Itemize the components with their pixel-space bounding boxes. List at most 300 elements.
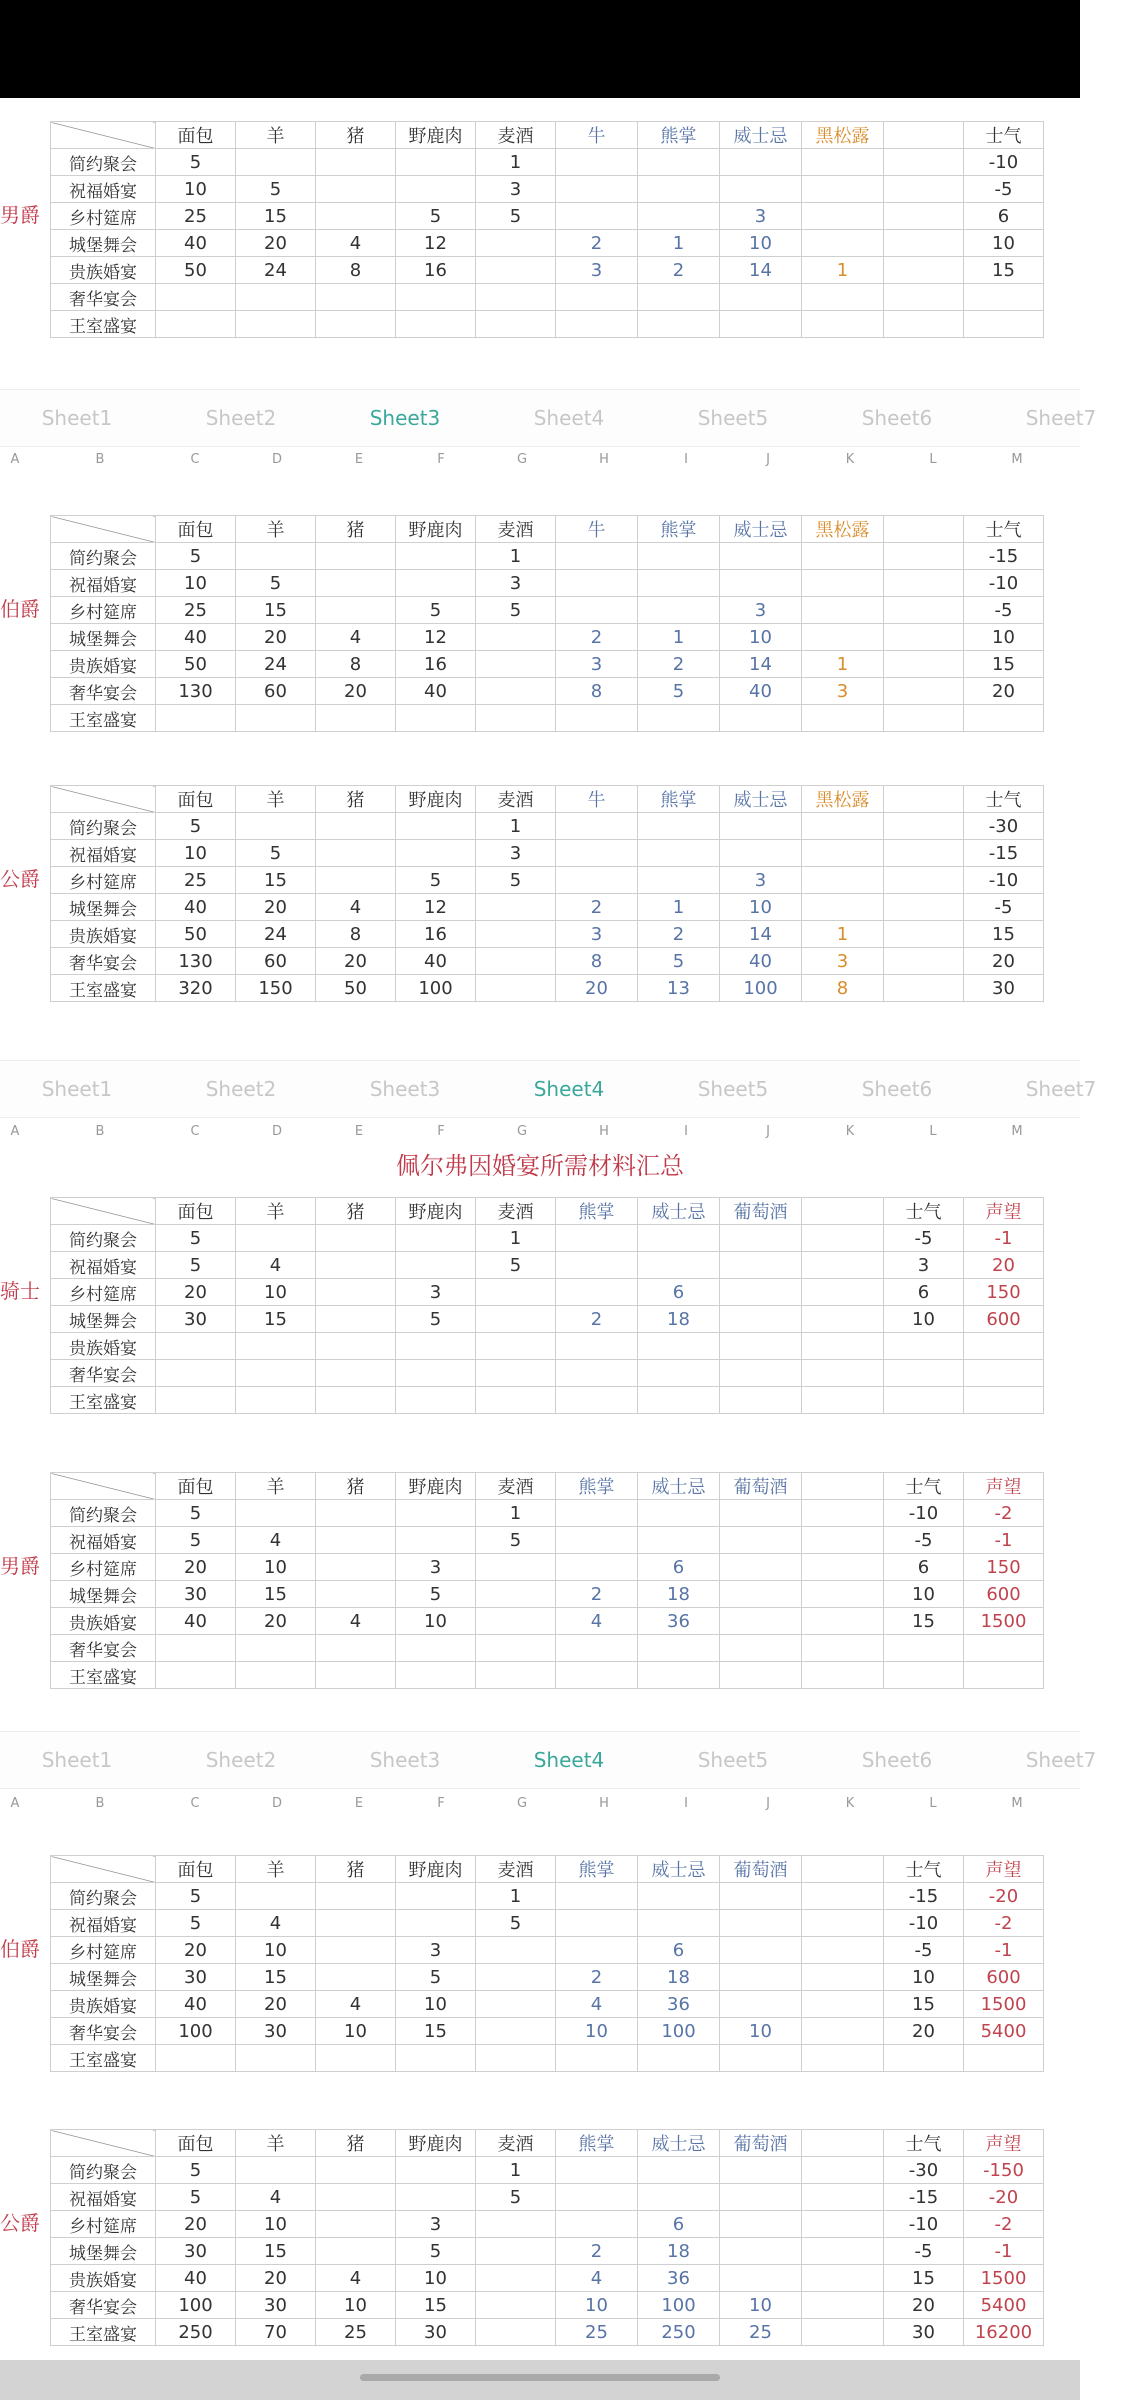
data-cell[interactable]: 5	[156, 1225, 236, 1252]
data-cell[interactable]: 5	[156, 1500, 236, 1527]
data-cell[interactable]	[476, 2211, 556, 2238]
header-cell[interactable]: 面包	[156, 1856, 236, 1883]
header-cell[interactable]: 野鹿肉	[396, 1473, 476, 1500]
data-cell[interactable]: 100	[638, 2018, 720, 2045]
data-cell[interactable]	[556, 2045, 638, 2072]
column-letter-e[interactable]: E	[354, 1124, 364, 1139]
data-cell[interactable]	[556, 1387, 638, 1414]
data-cell[interactable]: 5	[638, 678, 720, 705]
data-cell[interactable]: -2	[964, 1500, 1044, 1527]
data-cell[interactable]	[720, 311, 802, 338]
data-cell[interactable]	[556, 1252, 638, 1279]
data-cell[interactable]: 20	[556, 975, 638, 1002]
data-cell[interactable]: -5	[884, 2238, 964, 2265]
header-cell[interactable]	[802, 2130, 884, 2157]
data-cell[interactable]: 1	[476, 2157, 556, 2184]
data-cell[interactable]: 600	[964, 1581, 1044, 1608]
data-cell[interactable]	[884, 176, 964, 203]
data-cell[interactable]	[556, 2157, 638, 2184]
data-cell[interactable]	[720, 284, 802, 311]
data-cell[interactable]	[556, 543, 638, 570]
column-letter-e[interactable]: E	[354, 452, 364, 467]
column-letter-m[interactable]: M	[1011, 452, 1023, 467]
data-cell[interactable]: 5	[476, 1527, 556, 1554]
data-cell[interactable]	[236, 2157, 316, 2184]
data-cell[interactable]: 3	[720, 867, 802, 894]
data-cell[interactable]: 4	[236, 1252, 316, 1279]
column-letter-g[interactable]: G	[516, 1796, 528, 1811]
tab-sheet4[interactable]: Sheet4	[533, 1077, 605, 1101]
data-cell[interactable]	[396, 1225, 476, 1252]
data-cell[interactable]: -2	[964, 2211, 1044, 2238]
header-cell[interactable]: 面包	[156, 122, 236, 149]
data-cell[interactable]	[720, 2265, 802, 2292]
data-cell[interactable]: 600	[964, 1964, 1044, 1991]
data-cell[interactable]: 20	[156, 1554, 236, 1581]
data-cell[interactable]: 5	[396, 867, 476, 894]
data-cell[interactable]: -2	[964, 1910, 1044, 1937]
column-letter-b[interactable]: B	[95, 1796, 105, 1811]
data-cell[interactable]	[802, 624, 884, 651]
data-cell[interactable]: 15	[884, 1991, 964, 2018]
data-cell[interactable]	[802, 311, 884, 338]
data-cell[interactable]: 150	[964, 1554, 1044, 1581]
data-cell[interactable]	[884, 867, 964, 894]
data-cell[interactable]: 5	[156, 543, 236, 570]
data-cell[interactable]: 100	[396, 975, 476, 1002]
header-cell[interactable]: 野鹿肉	[396, 516, 476, 543]
header-cell[interactable]: 面包	[156, 786, 236, 813]
data-cell[interactable]	[884, 597, 964, 624]
data-cell[interactable]	[476, 1554, 556, 1581]
data-cell[interactable]: 6	[638, 1554, 720, 1581]
data-cell[interactable]: 30	[156, 1306, 236, 1333]
data-cell[interactable]: 12	[396, 230, 476, 257]
header-cell[interactable]: 麦酒	[476, 1473, 556, 1500]
header-cell[interactable]: 麦酒	[476, 122, 556, 149]
header-cell[interactable]: 士气	[964, 516, 1044, 543]
data-cell[interactable]: 320	[156, 975, 236, 1002]
tab-sheet2[interactable]: Sheet2	[205, 1748, 277, 1772]
data-cell[interactable]: 40	[156, 894, 236, 921]
data-cell[interactable]: 4	[316, 894, 396, 921]
data-cell[interactable]: 2	[556, 1964, 638, 1991]
data-cell[interactable]: 5	[396, 1964, 476, 1991]
data-cell[interactable]	[884, 921, 964, 948]
data-cell[interactable]: 15	[964, 921, 1044, 948]
data-cell[interactable]	[720, 705, 802, 732]
data-cell[interactable]	[802, 2319, 884, 2346]
data-cell[interactable]: 6	[884, 1279, 964, 1306]
row-label[interactable]: 王室盛宴	[51, 1662, 156, 1689]
data-cell[interactable]	[638, 813, 720, 840]
row-label[interactable]: 简约聚会	[51, 1225, 156, 1252]
data-cell[interactable]	[884, 894, 964, 921]
tab-sheet5[interactable]: Sheet5	[697, 1748, 769, 1772]
data-cell[interactable]	[476, 1662, 556, 1689]
row-label[interactable]: 乡村筵席	[51, 597, 156, 624]
data-cell[interactable]	[638, 2157, 720, 2184]
data-cell[interactable]	[476, 1306, 556, 1333]
row-label[interactable]: 城堡舞会	[51, 894, 156, 921]
data-cell[interactable]: 150	[964, 1279, 1044, 1306]
data-cell[interactable]: 1	[476, 1500, 556, 1527]
data-cell[interactable]	[802, 2045, 884, 2072]
header-cell[interactable]: 野鹿肉	[396, 122, 476, 149]
data-cell[interactable]	[556, 284, 638, 311]
data-cell[interactable]: 10	[556, 2018, 638, 2045]
header-cell[interactable]: 麦酒	[476, 1198, 556, 1225]
data-cell[interactable]	[156, 1635, 236, 1662]
row-label[interactable]: 城堡舞会	[51, 1306, 156, 1333]
data-cell[interactable]: 10	[236, 2211, 316, 2238]
data-cell[interactable]	[396, 1360, 476, 1387]
row-label[interactable]: 乡村筵席	[51, 203, 156, 230]
header-cell[interactable]: 葡萄酒	[720, 1856, 802, 1883]
header-cell[interactable]: 猪	[316, 1473, 396, 1500]
data-cell[interactable]: 6	[964, 203, 1044, 230]
data-cell[interactable]	[236, 705, 316, 732]
data-cell[interactable]: 5	[476, 1252, 556, 1279]
data-cell[interactable]	[556, 1910, 638, 1937]
header-cell[interactable]: 熊掌	[556, 2130, 638, 2157]
data-cell[interactable]	[638, 1527, 720, 1554]
data-cell[interactable]	[720, 1910, 802, 1937]
data-cell[interactable]	[316, 705, 396, 732]
data-cell[interactable]	[236, 1662, 316, 1689]
data-cell[interactable]	[884, 2045, 964, 2072]
data-cell[interactable]: 1	[476, 813, 556, 840]
data-cell[interactable]	[316, 2184, 396, 2211]
data-cell[interactable]	[802, 1937, 884, 1964]
data-cell[interactable]: 40	[396, 678, 476, 705]
data-cell[interactable]	[316, 176, 396, 203]
data-cell[interactable]	[556, 1554, 638, 1581]
data-cell[interactable]	[638, 705, 720, 732]
data-cell[interactable]	[396, 2184, 476, 2211]
data-cell[interactable]	[802, 1500, 884, 1527]
row-label[interactable]: 简约聚会	[51, 2157, 156, 2184]
row-label[interactable]: 简约聚会	[51, 149, 156, 176]
data-cell[interactable]	[884, 948, 964, 975]
tab-sheet6[interactable]: Sheet6	[861, 406, 933, 430]
header-cell[interactable]: 熊掌	[638, 516, 720, 543]
header-cell[interactable]: 面包	[156, 1473, 236, 1500]
data-cell[interactable]	[556, 570, 638, 597]
data-cell[interactable]	[556, 705, 638, 732]
data-cell[interactable]: 3	[556, 651, 638, 678]
data-cell[interactable]: 16	[396, 651, 476, 678]
header-cell[interactable]	[802, 1856, 884, 1883]
data-cell[interactable]: 13	[638, 975, 720, 1002]
header-cell[interactable]	[802, 1198, 884, 1225]
tab-sheet4[interactable]: Sheet4	[533, 406, 605, 430]
data-cell[interactable]: 15	[396, 2018, 476, 2045]
diagonal-corner-cell[interactable]	[51, 1473, 156, 1500]
data-cell[interactable]	[802, 1991, 884, 2018]
data-cell[interactable]: 5	[396, 1306, 476, 1333]
row-label[interactable]: 城堡舞会	[51, 1964, 156, 1991]
header-cell[interactable]: 麦酒	[476, 516, 556, 543]
data-cell[interactable]	[316, 2238, 396, 2265]
data-cell[interactable]: 10	[884, 1306, 964, 1333]
data-cell[interactable]: 40	[156, 1608, 236, 1635]
row-label[interactable]: 奢华宴会	[51, 2018, 156, 2045]
data-cell[interactable]	[720, 1554, 802, 1581]
header-cell[interactable]: 熊掌	[556, 1856, 638, 1883]
data-cell[interactable]	[802, 2184, 884, 2211]
data-cell[interactable]: 15	[396, 2292, 476, 2319]
diagonal-corner-cell[interactable]	[51, 1198, 156, 1225]
data-cell[interactable]	[884, 570, 964, 597]
data-cell[interactable]: -5	[964, 894, 1044, 921]
data-cell[interactable]	[802, 894, 884, 921]
data-cell[interactable]	[556, 2211, 638, 2238]
data-cell[interactable]: 18	[638, 2238, 720, 2265]
data-cell[interactable]	[720, 2184, 802, 2211]
data-cell[interactable]: -5	[964, 597, 1044, 624]
data-cell[interactable]	[236, 149, 316, 176]
data-cell[interactable]: 10	[720, 230, 802, 257]
data-cell[interactable]	[316, 1500, 396, 1527]
header-cell[interactable]: 野鹿肉	[396, 2130, 476, 2157]
header-cell[interactable]: 面包	[156, 1198, 236, 1225]
data-cell[interactable]: 3	[802, 948, 884, 975]
data-cell[interactable]	[396, 1252, 476, 1279]
header-cell[interactable]: 麦酒	[476, 786, 556, 813]
data-cell[interactable]: -5	[884, 1225, 964, 1252]
data-cell[interactable]: 1	[802, 651, 884, 678]
data-cell[interactable]: 3	[720, 203, 802, 230]
data-cell[interactable]: 4	[556, 1991, 638, 2018]
data-cell[interactable]: 10	[396, 1991, 476, 2018]
data-cell[interactable]: -10	[964, 570, 1044, 597]
data-cell[interactable]	[884, 678, 964, 705]
data-cell[interactable]	[476, 921, 556, 948]
data-cell[interactable]: 5	[638, 948, 720, 975]
data-cell[interactable]	[236, 1333, 316, 1360]
data-cell[interactable]	[316, 1554, 396, 1581]
data-cell[interactable]	[964, 1387, 1044, 1414]
data-cell[interactable]	[156, 705, 236, 732]
data-cell[interactable]: 10	[884, 1581, 964, 1608]
data-cell[interactable]: 15	[236, 1306, 316, 1333]
data-cell[interactable]	[720, 1252, 802, 1279]
data-cell[interactable]	[236, 311, 316, 338]
data-cell[interactable]	[396, 1333, 476, 1360]
data-cell[interactable]	[720, 1662, 802, 1689]
header-cell[interactable]: 熊掌	[556, 1198, 638, 1225]
data-cell[interactable]: 36	[638, 2265, 720, 2292]
data-cell[interactable]: 40	[396, 948, 476, 975]
data-cell[interactable]	[396, 2157, 476, 2184]
header-cell[interactable]: 熊掌	[638, 122, 720, 149]
header-cell[interactable]: 士气	[884, 2130, 964, 2157]
data-cell[interactable]	[720, 1360, 802, 1387]
data-cell[interactable]: 1500	[964, 2265, 1044, 2292]
data-cell[interactable]: 1	[476, 1883, 556, 1910]
data-cell[interactable]: 40	[720, 948, 802, 975]
data-cell[interactable]	[316, 1581, 396, 1608]
data-cell[interactable]: 2	[556, 624, 638, 651]
row-label[interactable]: 贵族婚宴	[51, 921, 156, 948]
data-cell[interactable]: 10	[964, 230, 1044, 257]
data-cell[interactable]	[638, 543, 720, 570]
data-cell[interactable]	[556, 176, 638, 203]
data-cell[interactable]	[720, 1500, 802, 1527]
data-cell[interactable]: 100	[638, 2292, 720, 2319]
row-label[interactable]: 简约聚会	[51, 543, 156, 570]
column-letter-d[interactable]: D	[271, 1124, 282, 1139]
header-cell[interactable]: 葡萄酒	[720, 2130, 802, 2157]
data-cell[interactable]: -15	[964, 543, 1044, 570]
data-cell[interactable]	[316, 1279, 396, 1306]
data-cell[interactable]: 1	[638, 894, 720, 921]
data-cell[interactable]: 10	[964, 624, 1044, 651]
data-cell[interactable]: 36	[638, 1991, 720, 2018]
row-label[interactable]: 祝福婚宴	[51, 1910, 156, 1937]
data-cell[interactable]: 4	[236, 1910, 316, 1937]
data-cell[interactable]	[556, 1279, 638, 1306]
header-cell[interactable]	[884, 786, 964, 813]
data-cell[interactable]: 100	[720, 975, 802, 1002]
header-cell[interactable]: 声望	[964, 1198, 1044, 1225]
data-cell[interactable]: -30	[884, 2157, 964, 2184]
data-cell[interactable]: 3	[802, 678, 884, 705]
tab-sheet6[interactable]: Sheet6	[861, 1077, 933, 1101]
data-cell[interactable]	[884, 1360, 964, 1387]
data-cell[interactable]	[964, 705, 1044, 732]
data-cell[interactable]: 1	[476, 1225, 556, 1252]
data-cell[interactable]	[802, 867, 884, 894]
data-cell[interactable]: 30	[884, 2319, 964, 2346]
data-cell[interactable]: -15	[964, 840, 1044, 867]
data-cell[interactable]	[720, 1991, 802, 2018]
data-cell[interactable]	[884, 624, 964, 651]
data-cell[interactable]	[396, 1635, 476, 1662]
data-cell[interactable]	[884, 1662, 964, 1689]
data-cell[interactable]: 10	[720, 2292, 802, 2319]
row-label[interactable]: 贵族婚宴	[51, 2265, 156, 2292]
header-cell[interactable]: 威士忌	[638, 1473, 720, 1500]
data-cell[interactable]: -20	[964, 1883, 1044, 1910]
data-cell[interactable]: 14	[720, 257, 802, 284]
data-cell[interactable]: 130	[156, 948, 236, 975]
data-cell[interactable]	[236, 1387, 316, 1414]
tab-sheet1[interactable]: Sheet1	[41, 406, 113, 430]
data-cell[interactable]: 15	[964, 651, 1044, 678]
data-cell[interactable]: 25	[556, 2319, 638, 2346]
header-cell[interactable]: 威士忌	[638, 2130, 720, 2157]
tab-sheet4[interactable]: Sheet4	[533, 1748, 605, 1772]
data-cell[interactable]	[316, 2211, 396, 2238]
data-cell[interactable]: 25	[316, 2319, 396, 2346]
data-cell[interactable]	[556, 1937, 638, 1964]
data-cell[interactable]: 5400	[964, 2018, 1044, 2045]
data-cell[interactable]	[638, 176, 720, 203]
data-cell[interactable]	[802, 1306, 884, 1333]
data-cell[interactable]: 3	[396, 1554, 476, 1581]
header-cell[interactable]: 猪	[316, 1198, 396, 1225]
data-cell[interactable]: 100	[156, 2018, 236, 2045]
data-cell[interactable]	[476, 1991, 556, 2018]
data-cell[interactable]: 8	[316, 257, 396, 284]
data-cell[interactable]	[802, 176, 884, 203]
data-cell[interactable]	[476, 284, 556, 311]
data-cell[interactable]: 10	[720, 624, 802, 651]
data-cell[interactable]: 16	[396, 921, 476, 948]
header-cell[interactable]: 黑松露	[802, 786, 884, 813]
data-cell[interactable]: -5	[884, 1527, 964, 1554]
data-cell[interactable]	[720, 2045, 802, 2072]
data-cell[interactable]	[720, 1306, 802, 1333]
column-letter-l[interactable]: L	[929, 1796, 937, 1811]
header-cell[interactable]: 羊	[236, 1473, 316, 1500]
data-cell[interactable]	[720, 570, 802, 597]
data-cell[interactable]	[476, 1937, 556, 1964]
data-cell[interactable]: 20	[964, 1252, 1044, 1279]
data-cell[interactable]: -10	[884, 1500, 964, 1527]
data-cell[interactable]	[396, 311, 476, 338]
row-label[interactable]: 王室盛宴	[51, 975, 156, 1002]
row-label[interactable]: 简约聚会	[51, 1500, 156, 1527]
tab-sheet1[interactable]: Sheet1	[41, 1748, 113, 1772]
column-letter-d[interactable]: D	[271, 452, 282, 467]
data-cell[interactable]: 20	[236, 2265, 316, 2292]
row-label[interactable]: 奢华宴会	[51, 284, 156, 311]
data-cell[interactable]	[556, 2184, 638, 2211]
header-cell[interactable]: 牛	[556, 516, 638, 543]
data-cell[interactable]	[316, 1937, 396, 1964]
data-cell[interactable]	[802, 543, 884, 570]
data-cell[interactable]: 20	[236, 1608, 316, 1635]
data-cell[interactable]	[802, 705, 884, 732]
data-cell[interactable]	[802, 1333, 884, 1360]
data-cell[interactable]: 15	[236, 203, 316, 230]
data-cell[interactable]	[638, 2045, 720, 2072]
row-label[interactable]: 贵族婚宴	[51, 651, 156, 678]
data-cell[interactable]: 15	[236, 597, 316, 624]
data-cell[interactable]	[396, 284, 476, 311]
data-cell[interactable]	[476, 2238, 556, 2265]
data-cell[interactable]: 1	[476, 149, 556, 176]
data-cell[interactable]	[476, 948, 556, 975]
data-cell[interactable]	[884, 230, 964, 257]
data-cell[interactable]: 3	[720, 597, 802, 624]
row-label[interactable]: 王室盛宴	[51, 705, 156, 732]
data-cell[interactable]: 150	[236, 975, 316, 1002]
data-cell[interactable]: 18	[638, 1964, 720, 1991]
column-letter-b[interactable]: B	[95, 452, 105, 467]
data-cell[interactable]: 1	[802, 257, 884, 284]
data-cell[interactable]	[720, 1225, 802, 1252]
data-cell[interactable]: -1	[964, 1937, 1044, 1964]
data-cell[interactable]	[156, 2045, 236, 2072]
data-cell[interactable]: 15	[236, 2238, 316, 2265]
data-cell[interactable]	[802, 570, 884, 597]
data-cell[interactable]	[556, 1883, 638, 1910]
data-cell[interactable]: 25	[156, 203, 236, 230]
data-cell[interactable]: 1	[638, 230, 720, 257]
data-cell[interactable]: 4	[316, 1608, 396, 1635]
row-label[interactable]: 简约聚会	[51, 813, 156, 840]
data-cell[interactable]: 600	[964, 1306, 1044, 1333]
column-letter-a[interactable]: A	[10, 1124, 20, 1139]
data-cell[interactable]	[316, 149, 396, 176]
header-cell[interactable]: 士气	[964, 786, 1044, 813]
column-letter-j[interactable]: J	[766, 1796, 770, 1811]
data-cell[interactable]: -1	[964, 2238, 1044, 2265]
